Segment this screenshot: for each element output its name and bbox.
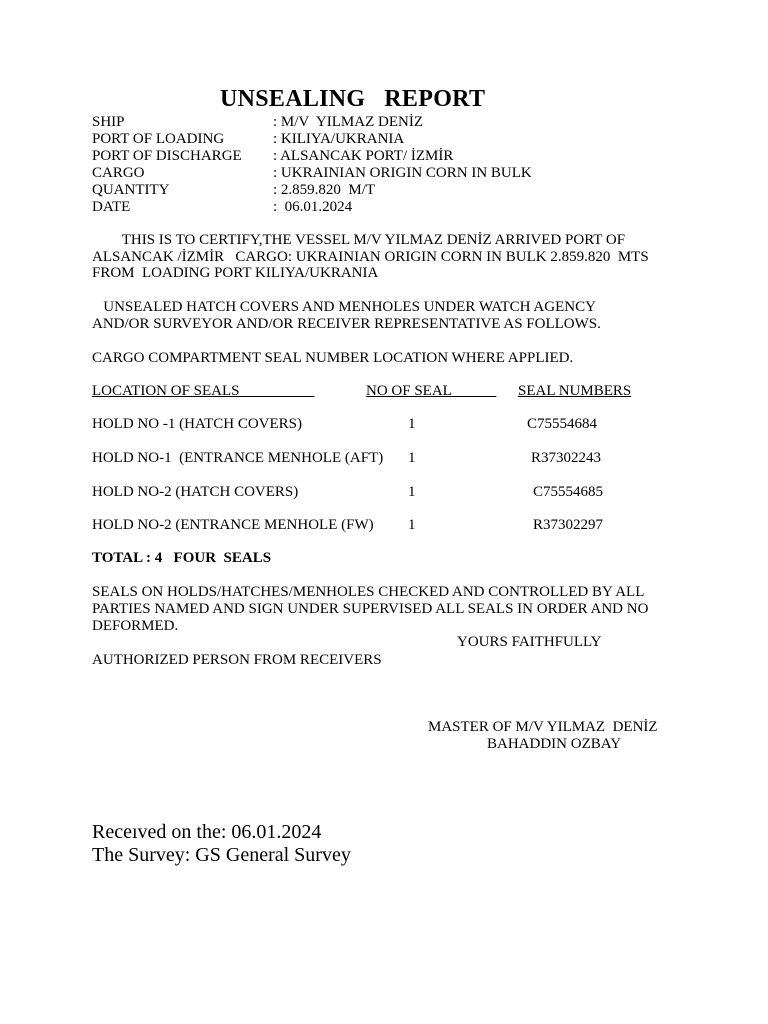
ship-value: : M/V YILMAZ DENİZ: [273, 114, 423, 130]
date-label: DATE: [92, 199, 131, 215]
unsealed-line-1: UNSEALED HATCH COVERS AND MENHOLES UNDER WATCH AGENCY: [92, 299, 596, 315]
table-row-seal: C75554684: [527, 416, 598, 432]
total-seals: TOTAL : 4 FOUR SEALS: [92, 550, 272, 566]
table-header-count: NO OF SEAL: [366, 383, 452, 399]
authorized-person: AUTHORIZED PERSON FROM RECEIVERS: [92, 652, 382, 668]
checked-line-2: PARTIES NAMED AND SIGN UNDER SUPERVISED ALL SEALS IN ORDER AND NO: [92, 601, 649, 617]
quantity-label: QUANTITY: [92, 182, 170, 198]
ship-label: SHIP: [92, 114, 125, 130]
table-row-count: 1: [408, 484, 416, 500]
quantity-value: : 2.859.820 M/T: [273, 182, 376, 198]
certify-line-2: ALSANCAK /İZMİR CARGO: UKRAINIAN ORIGIN CORN IN BULK 2.859.820 MTS: [92, 249, 649, 265]
table-row-location: HOLD NO -1 (HATCH COVERS): [92, 416, 302, 432]
table-header-location: LOCATION OF SEALS: [92, 383, 240, 399]
checked-line-1: SEALS ON HOLDS/HATCHES/MENHOLES CHECKED AND CONTROLLED BY ALL: [92, 584, 645, 600]
table-row-location: HOLD NO-1 (ENTRANCE MENHOLE (AFT): [92, 450, 384, 466]
table-row-seal: C75554685: [533, 484, 604, 500]
checked-line-3: DEFORMED.: [92, 618, 179, 634]
port-of-discharge-label: PORT OF DISCHARGE: [92, 148, 242, 164]
table-row-count: 1: [408, 450, 416, 466]
table-row-location: HOLD NO-2 (ENTRANCE MENHOLE (FW): [92, 517, 374, 533]
port-of-discharge-value: : ALSANCAK PORT/ İZMİR: [273, 148, 454, 164]
unsealed-line-2: AND/OR SURVEYOR AND/OR RECEIVER REPRESENTATIVE AS FOLLOWS.: [92, 316, 601, 332]
report-title: UNSEALING REPORT: [220, 86, 486, 112]
compartment-text: CARGO COMPARTMENT SEAL NUMBER LOCATION WHERE APPLIED.: [92, 350, 574, 366]
yours-faithfully: YOURS FAITHFULLY: [457, 634, 602, 650]
master-title: MASTER OF M/V YILMAZ DENİZ: [428, 719, 658, 735]
table-row-count: 1: [408, 416, 416, 432]
cargo-label: CARGO: [92, 165, 145, 181]
certify-line-1: THIS IS TO CERTIFY,THE VESSEL M/V YILMAZ DENİZ ARRIVED PORT OF: [92, 232, 626, 248]
table-header-seal-numbers: SEAL NUMBERS: [518, 383, 632, 399]
survey-company: The Survey: GS General Survey: [92, 844, 351, 866]
table-row-count: 1: [408, 517, 416, 533]
table-row-seal: R37302243: [531, 450, 602, 466]
port-of-loading-value: : KILIYA/UKRANIA: [273, 131, 405, 147]
certify-line-3: FROM LOADING PORT KILIYA/UKRANIA: [92, 265, 379, 281]
cargo-value: : UKRAINIAN ORIGIN CORN IN BULK: [273, 165, 532, 181]
port-of-loading-label: PORT OF LOADING: [92, 131, 225, 147]
date-value: : 06.01.2024: [273, 199, 353, 215]
received-date: Receıved on the: 06.01.2024: [92, 821, 322, 843]
table-row-seal: R37302297: [533, 517, 604, 533]
master-name: BAHADDIN OZBAY: [487, 736, 622, 752]
table-row-location: HOLD NO-2 (HATCH COVERS): [92, 484, 299, 500]
